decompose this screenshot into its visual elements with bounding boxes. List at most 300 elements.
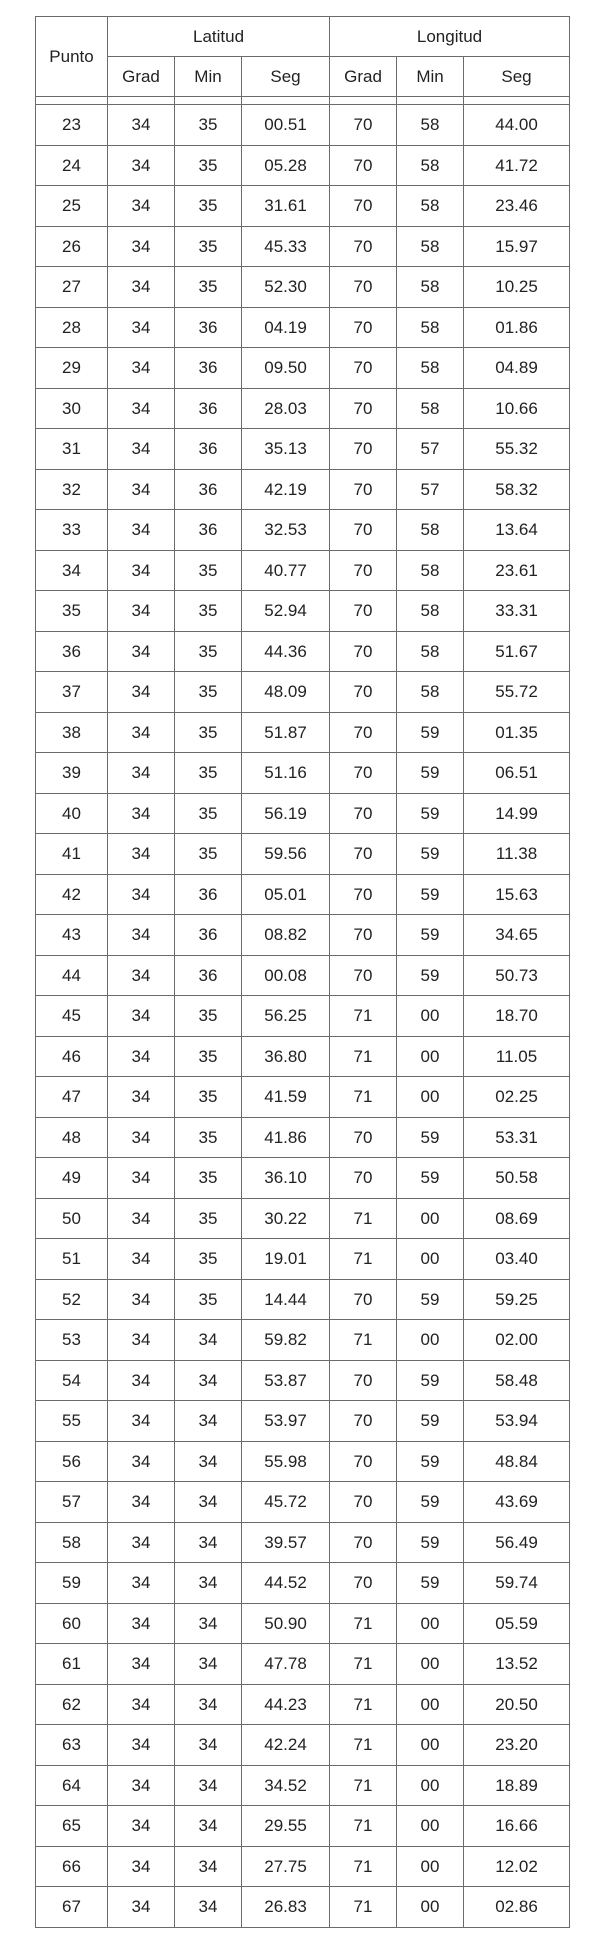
cell-lon-min: 59 [397,753,464,794]
cell-lat-min: 34 [175,1320,242,1361]
cell-punto: 25 [36,186,108,227]
cell-lat-grad: 34 [108,145,175,186]
cell-punto: 30 [36,388,108,429]
cell-lat-grad: 34 [108,1401,175,1442]
cell-lat-grad: 34 [108,1887,175,1928]
cell-lat-grad: 34 [108,1279,175,1320]
cell-lat-seg: 19.01 [242,1239,330,1280]
cell-lat-grad: 34 [108,105,175,146]
cell-lat-seg: 36.80 [242,1036,330,1077]
cell-lat-min: 35 [175,753,242,794]
header-lon-seg: Seg [464,57,570,97]
cell-lon-seg: 10.66 [464,388,570,429]
cell-punto: 36 [36,631,108,672]
cell-lon-seg: 23.61 [464,550,570,591]
cell-lon-seg: 50.58 [464,1158,570,1199]
cell-lon-seg: 58.32 [464,469,570,510]
cell-lat-grad: 34 [108,1846,175,1887]
cell-lat-seg: 14.44 [242,1279,330,1320]
cell-lon-grad: 71 [330,1846,397,1887]
cell-punto: 31 [36,429,108,470]
cell-lat-grad: 34 [108,874,175,915]
cell-punto: 44 [36,955,108,996]
cell-lon-min: 59 [397,1563,464,1604]
cell-lat-grad: 34 [108,996,175,1037]
cell-lon-grad: 71 [330,1806,397,1847]
cell-lat-grad: 34 [108,1482,175,1523]
cell-lat-min: 35 [175,712,242,753]
cell-lat-seg: 44.23 [242,1684,330,1725]
cell-lon-seg: 53.31 [464,1117,570,1158]
cell-punto: 43 [36,915,108,956]
cell-lat-seg: 44.52 [242,1563,330,1604]
cell-lat-min: 35 [175,550,242,591]
cell-lat-grad: 34 [108,1077,175,1118]
table-row [36,915,570,956]
cell-lat-min: 35 [175,1077,242,1118]
table-row [36,550,570,591]
cell-lon-grad: 70 [330,1522,397,1563]
cell-lon-seg: 11.38 [464,834,570,875]
cell-lon-seg: 05.59 [464,1603,570,1644]
table-row [36,1644,570,1685]
cell-lat-seg: 59.56 [242,834,330,875]
cell-punto: 39 [36,753,108,794]
header-lat-grad: Grad [108,57,175,97]
cell-lon-min: 58 [397,510,464,551]
cell-lon-seg: 58.48 [464,1360,570,1401]
cell-lat-min: 35 [175,1198,242,1239]
cell-lat-grad: 34 [108,793,175,834]
table-row [36,307,570,348]
cell-punto: 57 [36,1482,108,1523]
cell-lat-seg: 32.53 [242,510,330,551]
cell-lat-min: 35 [175,105,242,146]
cell-lat-grad: 34 [108,186,175,227]
cell-lon-grad: 70 [330,226,397,267]
cell-lon-grad: 70 [330,672,397,713]
cell-lon-min: 58 [397,267,464,308]
cell-lat-min: 34 [175,1522,242,1563]
cell-lon-min: 58 [397,591,464,632]
cell-lon-seg: 16.66 [464,1806,570,1847]
cell-punto: 32 [36,469,108,510]
table-row [36,1279,570,1320]
cell-lon-min: 59 [397,1117,464,1158]
cell-punto: 63 [36,1725,108,1766]
cell-lon-seg: 03.40 [464,1239,570,1280]
cell-lon-grad: 70 [330,388,397,429]
cell-lat-grad: 34 [108,753,175,794]
cell-lon-seg: 20.50 [464,1684,570,1725]
cell-lon-grad: 70 [330,1279,397,1320]
cell-lat-min: 35 [175,1158,242,1199]
cell-lon-seg: 01.35 [464,712,570,753]
cell-lon-min: 58 [397,672,464,713]
cell-lat-min: 35 [175,793,242,834]
cell-punto: 59 [36,1563,108,1604]
cell-lon-seg: 14.99 [464,793,570,834]
cell-lat-seg: 09.50 [242,348,330,389]
cell-lat-seg: 48.09 [242,672,330,713]
cell-punto: 42 [36,874,108,915]
cell-punto: 53 [36,1320,108,1361]
cell-punto: 23 [36,105,108,146]
table-row [36,348,570,389]
coordinates-table [35,16,570,1928]
cell-lon-grad: 70 [330,1158,397,1199]
cell-lon-grad: 70 [330,712,397,753]
cell-lon-seg: 56.49 [464,1522,570,1563]
cell-lat-grad: 34 [108,1644,175,1685]
table-row [36,510,570,551]
cell-lon-grad: 71 [330,1644,397,1685]
cell-lon-grad: 70 [330,510,397,551]
cell-lon-grad: 71 [330,1036,397,1077]
cell-punto: 29 [36,348,108,389]
cell-lon-seg: 01.86 [464,307,570,348]
cell-lon-min: 58 [397,388,464,429]
header-spacer-row [36,97,570,105]
cell-punto: 49 [36,1158,108,1199]
table-row [36,1887,570,1928]
cell-lat-grad: 34 [108,955,175,996]
cell-lon-min: 58 [397,186,464,227]
cell-lon-seg: 04.89 [464,348,570,389]
cell-lat-grad: 34 [108,1441,175,1482]
cell-lon-seg: 11.05 [464,1036,570,1077]
cell-lat-seg: 04.19 [242,307,330,348]
table-row [36,996,570,1037]
cell-lon-seg: 55.32 [464,429,570,470]
spacer-cell [397,97,464,105]
table-row [36,267,570,308]
cell-lon-min: 00 [397,1198,464,1239]
table-row [36,1482,570,1523]
table-row [36,1320,570,1361]
table-row [36,793,570,834]
cell-lat-seg: 34.52 [242,1765,330,1806]
cell-lat-grad: 34 [108,1320,175,1361]
table-row [36,1239,570,1280]
spacer-cell [464,97,570,105]
cell-lon-min: 00 [397,1644,464,1685]
cell-lat-min: 35 [175,1239,242,1280]
cell-lon-grad: 70 [330,267,397,308]
cell-lat-seg: 27.75 [242,1846,330,1887]
cell-lon-grad: 70 [330,1360,397,1401]
cell-lon-grad: 70 [330,753,397,794]
cell-lat-grad: 34 [108,1036,175,1077]
cell-lat-seg: 56.25 [242,996,330,1037]
table-row [36,1198,570,1239]
cell-lat-grad: 34 [108,226,175,267]
header-lat-seg: Seg [242,57,330,97]
cell-lat-min: 35 [175,145,242,186]
cell-lon-grad: 70 [330,429,397,470]
cell-lon-grad: 70 [330,1482,397,1523]
cell-lon-grad: 71 [330,1198,397,1239]
cell-punto: 33 [36,510,108,551]
cell-lat-grad: 34 [108,469,175,510]
cell-lat-seg: 39.57 [242,1522,330,1563]
cell-lon-min: 58 [397,226,464,267]
cell-lon-grad: 70 [330,145,397,186]
cell-lon-grad: 70 [330,955,397,996]
cell-lat-grad: 34 [108,510,175,551]
table-row [36,1806,570,1847]
table-row [36,1036,570,1077]
cell-lat-min: 34 [175,1482,242,1523]
cell-lon-seg: 15.63 [464,874,570,915]
header-row-groups [36,17,570,57]
cell-punto: 24 [36,145,108,186]
table-row [36,1158,570,1199]
table-row [36,672,570,713]
cell-lon-min: 58 [397,631,464,672]
cell-lon-grad: 70 [330,874,397,915]
cell-lat-min: 35 [175,226,242,267]
cell-lon-min: 59 [397,915,464,956]
cell-lat-min: 36 [175,388,242,429]
spacer-cell [175,97,242,105]
cell-punto: 55 [36,1401,108,1442]
cell-lon-grad: 70 [330,105,397,146]
cell-lon-seg: 59.25 [464,1279,570,1320]
cell-lon-grad: 70 [330,348,397,389]
header-lon-grad: Grad [330,57,397,97]
table-row [36,469,570,510]
cell-punto: 27 [36,267,108,308]
cell-lon-min: 00 [397,996,464,1037]
cell-lon-seg: 02.00 [464,1320,570,1361]
cell-lon-min: 58 [397,550,464,591]
header-punto: Punto [36,17,108,97]
cell-lat-min: 35 [175,834,242,875]
cell-lon-grad: 70 [330,631,397,672]
cell-lat-grad: 34 [108,1563,175,1604]
cell-lon-seg: 13.52 [464,1644,570,1685]
table-row [36,1522,570,1563]
cell-lat-min: 36 [175,469,242,510]
cell-lat-min: 35 [175,1279,242,1320]
cell-lon-seg: 08.69 [464,1198,570,1239]
cell-lon-seg: 55.72 [464,672,570,713]
table-row [36,1603,570,1644]
cell-lat-min: 34 [175,1644,242,1685]
table-row [36,591,570,632]
cell-lon-grad: 71 [330,996,397,1037]
table-body [36,97,570,1928]
cell-lon-min: 00 [397,1320,464,1361]
table-row [36,1765,570,1806]
cell-lon-seg: 51.67 [464,631,570,672]
cell-lat-grad: 34 [108,834,175,875]
cell-punto: 60 [36,1603,108,1644]
cell-lon-seg: 02.25 [464,1077,570,1118]
cell-punto: 50 [36,1198,108,1239]
cell-lat-grad: 34 [108,267,175,308]
cell-lat-grad: 34 [108,429,175,470]
cell-lat-min: 34 [175,1846,242,1887]
cell-lon-grad: 71 [330,1077,397,1118]
table-row [36,1360,570,1401]
cell-lat-min: 34 [175,1806,242,1847]
table-row [36,1684,570,1725]
cell-punto: 64 [36,1765,108,1806]
cell-lat-min: 36 [175,348,242,389]
cell-lat-seg: 05.01 [242,874,330,915]
cell-punto: 35 [36,591,108,632]
table-row [36,1725,570,1766]
cell-lat-seg: 05.28 [242,145,330,186]
cell-punto: 46 [36,1036,108,1077]
cell-lon-grad: 71 [330,1765,397,1806]
cell-lon-seg: 43.69 [464,1482,570,1523]
table-row [36,105,570,146]
cell-punto: 38 [36,712,108,753]
cell-lat-min: 35 [175,267,242,308]
cell-lat-seg: 53.87 [242,1360,330,1401]
table-row [36,1401,570,1442]
cell-lat-grad: 34 [108,591,175,632]
cell-lon-seg: 33.31 [464,591,570,632]
cell-lat-min: 36 [175,429,242,470]
cell-punto: 54 [36,1360,108,1401]
spacer-cell [36,97,108,105]
table-row [36,226,570,267]
cell-lon-min: 58 [397,145,464,186]
cell-lon-min: 59 [397,712,464,753]
cell-lat-seg: 36.10 [242,1158,330,1199]
cell-punto: 45 [36,996,108,1037]
table-header [36,17,570,97]
table-row [36,1077,570,1118]
cell-lat-seg: 00.08 [242,955,330,996]
cell-lat-min: 34 [175,1360,242,1401]
cell-lon-min: 59 [397,1522,464,1563]
cell-lon-min: 57 [397,469,464,510]
cell-lon-min: 00 [397,1765,464,1806]
cell-lon-grad: 70 [330,550,397,591]
cell-lon-min: 59 [397,1401,464,1442]
cell-lat-seg: 40.77 [242,550,330,591]
cell-lat-grad: 34 [108,1765,175,1806]
cell-lat-min: 34 [175,1441,242,1482]
table-row [36,712,570,753]
cell-punto: 56 [36,1441,108,1482]
cell-lat-grad: 34 [108,348,175,389]
cell-lat-min: 35 [175,996,242,1037]
cell-lat-min: 35 [175,672,242,713]
cell-lat-seg: 08.82 [242,915,330,956]
cell-lon-seg: 12.02 [464,1846,570,1887]
cell-lat-grad: 34 [108,1522,175,1563]
cell-lon-seg: 59.74 [464,1563,570,1604]
header-latitud: Latitud [108,17,330,57]
cell-lon-seg: 44.00 [464,105,570,146]
cell-lat-grad: 34 [108,1725,175,1766]
cell-lat-grad: 34 [108,1117,175,1158]
cell-lat-seg: 26.83 [242,1887,330,1928]
cell-lat-grad: 34 [108,672,175,713]
cell-lat-min: 34 [175,1725,242,1766]
cell-lat-seg: 42.19 [242,469,330,510]
cell-punto: 58 [36,1522,108,1563]
cell-lon-min: 58 [397,307,464,348]
cell-lon-min: 59 [397,1441,464,1482]
cell-lon-grad: 71 [330,1239,397,1280]
cell-lon-grad: 70 [330,834,397,875]
cell-lon-seg: 18.70 [464,996,570,1037]
cell-lat-min: 34 [175,1887,242,1928]
cell-lon-grad: 71 [330,1603,397,1644]
cell-lon-seg: 50.73 [464,955,570,996]
cell-lat-min: 34 [175,1563,242,1604]
cell-lon-min: 58 [397,348,464,389]
cell-lon-seg: 10.25 [464,267,570,308]
cell-lat-seg: 56.19 [242,793,330,834]
cell-lat-grad: 34 [108,1603,175,1644]
cell-lat-grad: 34 [108,712,175,753]
cell-lat-seg: 41.59 [242,1077,330,1118]
cell-punto: 66 [36,1846,108,1887]
cell-lon-min: 58 [397,105,464,146]
cell-lon-grad: 71 [330,1725,397,1766]
header-lat-min: Min [175,57,242,97]
cell-lat-grad: 34 [108,1158,175,1199]
cell-lon-min: 59 [397,1482,464,1523]
cell-lon-seg: 06.51 [464,753,570,794]
cell-punto: 26 [36,226,108,267]
cell-lat-seg: 30.22 [242,1198,330,1239]
cell-lat-min: 34 [175,1401,242,1442]
cell-lon-grad: 70 [330,1441,397,1482]
cell-lat-seg: 55.98 [242,1441,330,1482]
cell-lon-min: 00 [397,1806,464,1847]
table-row [36,834,570,875]
cell-lat-seg: 31.61 [242,186,330,227]
cell-lon-seg: 23.20 [464,1725,570,1766]
cell-punto: 61 [36,1644,108,1685]
cell-punto: 48 [36,1117,108,1158]
cell-lat-seg: 35.13 [242,429,330,470]
cell-lon-grad: 71 [330,1320,397,1361]
cell-lon-min: 59 [397,793,464,834]
cell-lon-min: 00 [397,1887,464,1928]
cell-lon-min: 59 [397,1158,464,1199]
cell-lon-seg: 02.86 [464,1887,570,1928]
cell-lon-min: 59 [397,874,464,915]
cell-lat-seg: 52.94 [242,591,330,632]
cell-punto: 47 [36,1077,108,1118]
cell-punto: 51 [36,1239,108,1280]
cell-lon-min: 00 [397,1077,464,1118]
header-lon-min: Min [397,57,464,97]
spacer-cell [108,97,175,105]
table-row [36,429,570,470]
cell-lat-min: 35 [175,591,242,632]
cell-lon-min: 00 [397,1846,464,1887]
cell-punto: 62 [36,1684,108,1725]
spacer-cell [330,97,397,105]
cell-lat-grad: 34 [108,307,175,348]
cell-lon-seg: 48.84 [464,1441,570,1482]
cell-lon-seg: 41.72 [464,145,570,186]
cell-lon-seg: 13.64 [464,510,570,551]
table-row [36,874,570,915]
cell-punto: 65 [36,1806,108,1847]
